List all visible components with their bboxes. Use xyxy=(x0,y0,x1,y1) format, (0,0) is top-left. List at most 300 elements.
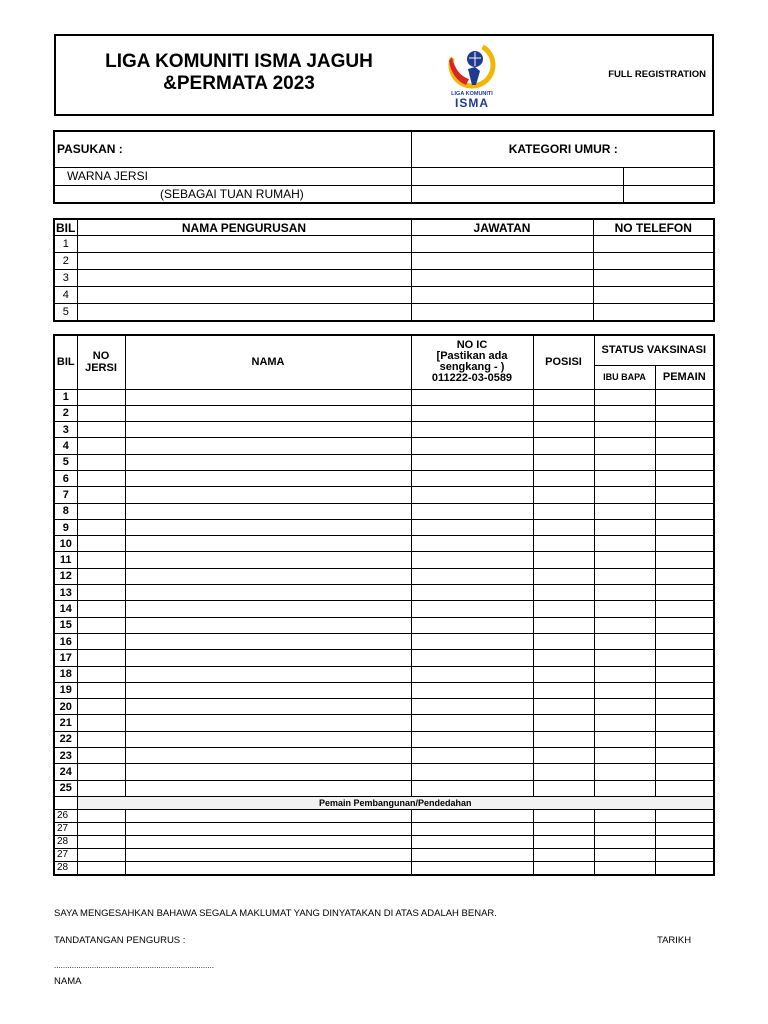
parents-vaccination-cell[interactable] xyxy=(594,666,655,682)
position-cell[interactable] xyxy=(533,568,594,584)
official-row-number: 1 xyxy=(54,236,77,253)
jersey-number-cell[interactable] xyxy=(77,682,125,698)
jersey-number-cell[interactable] xyxy=(77,568,125,584)
player-vaccination-cell[interactable] xyxy=(655,568,714,584)
player-row xyxy=(54,666,714,682)
official-row xyxy=(54,270,714,287)
player-vaccination-cell[interactable] xyxy=(655,487,714,503)
jersey-number-cell[interactable] xyxy=(77,822,125,835)
position-cell[interactable] xyxy=(533,536,594,552)
player-vaccination-cell[interactable] xyxy=(655,470,714,486)
player-row-number: 3 xyxy=(54,422,77,438)
ic-header-line-4: 011222-03-0589 xyxy=(431,372,513,385)
date-label: TARIKH xyxy=(657,935,692,946)
player-row-number: 10 xyxy=(54,536,77,552)
player-row xyxy=(54,601,714,617)
player-row-number: 26 xyxy=(54,809,77,822)
ic-number-cell[interactable] xyxy=(411,438,533,454)
player-row-number: 23 xyxy=(54,748,77,764)
ic-number-cell[interactable] xyxy=(411,422,533,438)
position-cell[interactable] xyxy=(533,731,594,747)
vaccination-status-header: STATUS VAKSINASI xyxy=(594,335,714,365)
player-row xyxy=(54,650,714,666)
ic-number-cell[interactable] xyxy=(411,519,533,535)
parents-vaccination-cell[interactable] xyxy=(594,536,655,552)
position-cell[interactable] xyxy=(533,748,594,764)
ic-number-cell[interactable] xyxy=(411,389,533,405)
player-row xyxy=(54,422,714,438)
player-row xyxy=(54,519,714,535)
ic-number-header xyxy=(411,335,533,389)
player-row-number: 18 xyxy=(54,666,77,682)
position-cell[interactable] xyxy=(533,682,594,698)
parents-vaccination-cell[interactable] xyxy=(594,748,655,764)
ic-number-cell[interactable] xyxy=(411,764,533,780)
jersey-number-cell[interactable] xyxy=(77,470,125,486)
player-row xyxy=(54,715,714,731)
player-name-cell[interactable] xyxy=(125,715,411,731)
position-cell[interactable] xyxy=(533,699,594,715)
position-cell[interactable] xyxy=(533,454,594,470)
signature-line[interactable]: ........................................................................ xyxy=(54,961,215,970)
jersey-number-cell[interactable] xyxy=(77,601,125,617)
ic-number-cell[interactable] xyxy=(411,835,533,848)
position-cell[interactable] xyxy=(533,715,594,731)
player-row-number: 9 xyxy=(54,519,77,535)
player-vaccination-cell[interactable] xyxy=(655,454,714,470)
ic-number-cell[interactable] xyxy=(411,601,533,617)
parents-vaccination-cell[interactable] xyxy=(594,822,655,835)
official-row xyxy=(54,287,714,304)
player-vaccination-cell[interactable] xyxy=(655,699,714,715)
parents-vaccination-cell[interactable] xyxy=(594,585,655,601)
player-row-number: 8 xyxy=(54,503,77,519)
jersey-number-cell[interactable] xyxy=(77,861,125,875)
player-name-cell[interactable] xyxy=(125,519,411,535)
player-name-cell[interactable] xyxy=(125,731,411,747)
player-vaccination-cell[interactable] xyxy=(655,666,714,682)
parents-vaccination-cell[interactable] xyxy=(594,633,655,649)
ic-number-cell[interactable] xyxy=(411,650,533,666)
player-name-cell[interactable] xyxy=(125,764,411,780)
position-cell[interactable] xyxy=(533,822,594,835)
ic-number-cell[interactable] xyxy=(411,861,533,875)
jersey-number-cell[interactable] xyxy=(77,422,125,438)
player-vaccination-cell[interactable] xyxy=(655,617,714,633)
position-cell[interactable] xyxy=(533,861,594,875)
player-vaccination-cell[interactable] xyxy=(655,519,714,535)
officials-phone-header: NO TELEFON xyxy=(593,219,714,236)
player-name-cell[interactable] xyxy=(125,552,411,568)
official-row-number: 2 xyxy=(54,253,77,270)
player-row xyxy=(54,682,714,698)
position-cell[interactable] xyxy=(533,422,594,438)
development-player-row xyxy=(54,822,714,835)
jersey-header-line-1: NO xyxy=(92,350,110,363)
player-name-cell[interactable] xyxy=(125,438,411,454)
position-cell[interactable] xyxy=(533,405,594,421)
ic-number-cell[interactable] xyxy=(411,822,533,835)
player-row-number: 14 xyxy=(54,601,77,617)
player-name-cell[interactable] xyxy=(125,601,411,617)
official-position-cell[interactable] xyxy=(411,304,593,322)
official-name-cell[interactable] xyxy=(77,270,411,287)
parents-vaccination-cell[interactable] xyxy=(594,699,655,715)
player-vaccination-cell[interactable] xyxy=(655,650,714,666)
official-position-cell[interactable] xyxy=(411,253,593,270)
player-row xyxy=(54,503,714,519)
official-row-number: 3 xyxy=(54,270,77,287)
jersey-number-cell[interactable] xyxy=(77,617,125,633)
jersey-number-cell[interactable] xyxy=(77,848,125,861)
player-vaccination-cell[interactable] xyxy=(655,585,714,601)
team-info-table xyxy=(53,130,715,204)
signature-label: TANDATANGAN PENGURUS : xyxy=(54,935,186,946)
official-name-cell[interactable] xyxy=(77,236,411,253)
logo-bottom-text: ISMA xyxy=(455,96,489,110)
player-row-number: 6 xyxy=(54,470,77,486)
parents-vaccination-cell[interactable] xyxy=(594,764,655,780)
player-row-number: 13 xyxy=(54,585,77,601)
age-category-field-2[interactable] xyxy=(623,167,714,185)
parents-vaccination-cell[interactable] xyxy=(594,422,655,438)
player-row-number: 27 xyxy=(54,848,77,861)
parents-vaccination-cell[interactable] xyxy=(594,835,655,848)
player-name-cell[interactable] xyxy=(125,666,411,682)
ic-number-cell[interactable] xyxy=(411,405,533,421)
jersey-number-header xyxy=(77,335,125,389)
official-name-cell[interactable] xyxy=(77,304,411,322)
age-category-field-4[interactable] xyxy=(623,185,714,203)
officials-table xyxy=(53,218,715,322)
ic-number-cell[interactable] xyxy=(411,731,533,747)
official-name-cell[interactable] xyxy=(77,287,411,304)
player-name-cell[interactable] xyxy=(125,454,411,470)
parents-vaccination-cell[interactable] xyxy=(594,568,655,584)
position-cell[interactable] xyxy=(533,389,594,405)
jersey-number-cell[interactable] xyxy=(77,835,125,848)
position-cell[interactable] xyxy=(533,470,594,486)
ic-number-cell[interactable] xyxy=(411,454,533,470)
age-category-label: KATEGORI UMUR : xyxy=(411,131,714,167)
official-position-cell[interactable] xyxy=(411,236,593,253)
position-cell[interactable] xyxy=(533,835,594,848)
ic-number-cell[interactable] xyxy=(411,536,533,552)
parents-vaccination-cell[interactable] xyxy=(594,682,655,698)
parents-vaccination-cell[interactable] xyxy=(594,487,655,503)
player-vaccination-cell[interactable] xyxy=(655,748,714,764)
parents-vaccination-cell[interactable] xyxy=(594,438,655,454)
ic-number-cell[interactable] xyxy=(411,848,533,861)
position-cell[interactable] xyxy=(533,650,594,666)
ic-header-line-3: sengkang - ) xyxy=(439,361,505,374)
parents-vaccination-cell[interactable] xyxy=(594,731,655,747)
player-vaccination-cell[interactable] xyxy=(655,835,714,848)
official-phone-cell[interactable] xyxy=(593,253,714,270)
jersey-number-cell[interactable] xyxy=(77,748,125,764)
parents-vaccination-cell[interactable] xyxy=(594,650,655,666)
player-vaccination-cell[interactable] xyxy=(655,731,714,747)
player-row xyxy=(54,389,714,405)
position-cell[interactable] xyxy=(533,552,594,568)
ic-number-cell[interactable] xyxy=(411,503,533,519)
player-vaccination-cell[interactable] xyxy=(655,503,714,519)
position-cell[interactable] xyxy=(533,519,594,535)
parents-vaccination-cell[interactable] xyxy=(594,617,655,633)
position-cell[interactable] xyxy=(533,666,594,682)
player-row xyxy=(54,438,714,454)
jersey-number-cell[interactable] xyxy=(77,503,125,519)
player-vaccination-cell[interactable] xyxy=(655,764,714,780)
title-line-2: &PERMATA 2023 xyxy=(163,73,315,94)
player-name-cell[interactable] xyxy=(125,405,411,421)
player-row xyxy=(54,568,714,584)
position-cell[interactable] xyxy=(533,617,594,633)
player-row-number: 17 xyxy=(54,650,77,666)
position-cell[interactable] xyxy=(533,809,594,822)
player-row-number: 1 xyxy=(54,389,77,405)
position-cell[interactable] xyxy=(533,780,594,796)
player-row xyxy=(54,764,714,780)
player-name-cell[interactable] xyxy=(125,650,411,666)
player-name-cell[interactable] xyxy=(125,617,411,633)
parents-vaccination-cell[interactable] xyxy=(594,519,655,535)
age-category-field[interactable] xyxy=(411,167,623,185)
player-name-cell[interactable] xyxy=(125,682,411,698)
jersey-number-cell[interactable] xyxy=(77,405,125,421)
player-name-cell[interactable] xyxy=(125,861,411,875)
parents-vaccination-cell[interactable] xyxy=(594,503,655,519)
player-vaccination-cell[interactable] xyxy=(655,715,714,731)
parents-vaccination-cell[interactable] xyxy=(594,809,655,822)
player-row-number: 2 xyxy=(54,405,77,421)
official-phone-cell[interactable] xyxy=(593,270,714,287)
player-row-number: 20 xyxy=(54,699,77,715)
player-vaccination-cell[interactable] xyxy=(655,809,714,822)
player-vaccination-cell[interactable] xyxy=(655,601,714,617)
player-row-number: 4 xyxy=(54,438,77,454)
ic-number-cell[interactable] xyxy=(411,617,533,633)
position-cell[interactable] xyxy=(533,585,594,601)
official-phone-cell[interactable] xyxy=(593,236,714,253)
ic-number-cell[interactable] xyxy=(411,552,533,568)
player-row xyxy=(54,454,714,470)
player-row-number: 5 xyxy=(54,454,77,470)
player-row xyxy=(54,699,714,715)
jersey-number-cell[interactable] xyxy=(77,666,125,682)
player-row xyxy=(54,470,714,486)
jersey-number-cell[interactable] xyxy=(77,438,125,454)
ic-number-cell[interactable] xyxy=(411,715,533,731)
player-row-number: 22 xyxy=(54,731,77,747)
player-vaccination-cell[interactable] xyxy=(655,422,714,438)
logo-top-text: LIGA KOMUNITI xyxy=(451,91,493,97)
ic-header-line-2: [Pastikan ada xyxy=(436,350,508,363)
parents-vaccination-cell[interactable] xyxy=(594,848,655,861)
player-name-cell[interactable] xyxy=(125,487,411,503)
player-vaccination-cell[interactable] xyxy=(655,389,714,405)
jersey-header-line-2: JERSI xyxy=(85,362,117,375)
position-cell[interactable] xyxy=(533,848,594,861)
player-name-cell[interactable] xyxy=(125,848,411,861)
jersey-number-cell[interactable] xyxy=(77,731,125,747)
player-row-number: 25 xyxy=(54,780,77,796)
jersey-number-cell[interactable] xyxy=(77,650,125,666)
form-header xyxy=(54,34,714,116)
official-row-number: 5 xyxy=(54,304,77,322)
parents-vaccination-cell[interactable] xyxy=(594,552,655,568)
jersey-number-cell[interactable] xyxy=(77,809,125,822)
parents-vaccination-cell[interactable] xyxy=(594,601,655,617)
players-bil-header: BIL xyxy=(54,335,77,389)
parents-vaccination-cell[interactable] xyxy=(594,389,655,405)
parents-vaccination-cell[interactable] xyxy=(594,405,655,421)
ic-number-cell[interactable] xyxy=(411,809,533,822)
name-label: NAMA xyxy=(54,976,82,987)
parents-vaccination-cell[interactable] xyxy=(594,861,655,875)
ic-number-cell[interactable] xyxy=(411,633,533,649)
official-phone-cell[interactable] xyxy=(593,287,714,304)
position-cell[interactable] xyxy=(533,487,594,503)
player-name-cell[interactable] xyxy=(125,536,411,552)
player-row-number: 11 xyxy=(54,552,77,568)
player-name-cell[interactable] xyxy=(125,748,411,764)
player-row-number: 19 xyxy=(54,682,77,698)
jersey-number-cell[interactable] xyxy=(77,699,125,715)
title-line-1: LIGA KOMUNITI ISMA JAGUH xyxy=(105,51,373,72)
parents-vaccination-cell[interactable] xyxy=(594,780,655,796)
isma-logo-icon xyxy=(442,39,502,111)
official-row xyxy=(54,253,714,270)
player-row-number: 15 xyxy=(54,617,77,633)
player-name-cell[interactable] xyxy=(125,835,411,848)
player-vaccination-cell[interactable] xyxy=(655,438,714,454)
player-name-cell[interactable] xyxy=(125,389,411,405)
player-name-header: NAMA xyxy=(125,335,411,389)
development-blank-cell xyxy=(54,796,77,809)
player-vaccination-cell[interactable] xyxy=(655,633,714,649)
parents-vaccination-header: IBU BAPA xyxy=(594,365,655,389)
development-player-row xyxy=(54,848,714,861)
jersey-number-cell[interactable] xyxy=(77,585,125,601)
parents-vaccination-cell[interactable] xyxy=(594,454,655,470)
player-row xyxy=(54,748,714,764)
player-vaccination-cell[interactable] xyxy=(655,861,714,875)
ic-header-line-1: NO IC xyxy=(456,339,488,352)
player-name-cell[interactable] xyxy=(125,780,411,796)
player-name-cell[interactable] xyxy=(125,568,411,584)
player-row xyxy=(54,633,714,649)
home-team-label: (SEBAGAI TUAN RUMAH) xyxy=(54,185,411,203)
jersey-number-cell[interactable] xyxy=(77,715,125,731)
position-cell[interactable] xyxy=(533,438,594,454)
ic-number-cell[interactable] xyxy=(411,748,533,764)
player-name-cell[interactable] xyxy=(125,699,411,715)
development-player-row xyxy=(54,861,714,875)
jersey-number-cell[interactable] xyxy=(77,633,125,649)
official-row xyxy=(54,304,714,322)
player-vaccination-cell[interactable] xyxy=(655,848,714,861)
player-name-cell[interactable] xyxy=(125,470,411,486)
jersey-number-cell[interactable] xyxy=(77,552,125,568)
position-cell[interactable] xyxy=(533,633,594,649)
ic-number-cell[interactable] xyxy=(411,666,533,682)
jersey-number-cell[interactable] xyxy=(77,389,125,405)
ic-number-cell[interactable] xyxy=(411,568,533,584)
ic-number-cell[interactable] xyxy=(411,470,533,486)
development-player-row xyxy=(54,809,714,822)
jersey-number-cell[interactable] xyxy=(77,519,125,535)
jersey-number-cell[interactable] xyxy=(77,487,125,503)
ic-number-cell[interactable] xyxy=(411,699,533,715)
official-row xyxy=(54,236,714,253)
development-players-label: Pemain Pembangunan/Pendedahan xyxy=(77,796,714,809)
position-header: POSISI xyxy=(533,335,594,389)
ic-number-cell[interactable] xyxy=(411,585,533,601)
jersey-color-label: WARNA JERSI xyxy=(54,167,411,185)
position-cell[interactable] xyxy=(533,764,594,780)
officials-position-header: JAWATAN xyxy=(411,219,593,236)
declaration-text: SAYA MENGESAHKAN BAHAWA SEGALA MAKLUMAT YANG DINYATAKAN DI ATAS ADALAH BENAR. xyxy=(54,908,497,919)
age-category-field-3[interactable] xyxy=(411,185,623,203)
player-vaccination-cell[interactable] xyxy=(655,536,714,552)
player-row xyxy=(54,780,714,796)
official-name-cell[interactable] xyxy=(77,253,411,270)
officials-bil-header: BIL xyxy=(56,220,76,235)
player-vaccination-cell[interactable] xyxy=(655,682,714,698)
player-row xyxy=(54,731,714,747)
player-row xyxy=(54,536,714,552)
player-row-number: 16 xyxy=(54,633,77,649)
player-row-number: 24 xyxy=(54,764,77,780)
official-row-number: 4 xyxy=(54,287,77,304)
official-position-cell[interactable] xyxy=(411,287,593,304)
development-player-row xyxy=(54,835,714,848)
position-cell[interactable] xyxy=(533,503,594,519)
player-row-number: 27 xyxy=(54,822,77,835)
player-name-cell[interactable] xyxy=(125,633,411,649)
player-row xyxy=(54,552,714,568)
parents-vaccination-cell[interactable] xyxy=(594,470,655,486)
ic-number-cell[interactable] xyxy=(411,780,533,796)
position-cell[interactable] xyxy=(533,601,594,617)
player-name-cell[interactable] xyxy=(125,822,411,835)
official-phone-cell[interactable] xyxy=(593,304,714,322)
registration-type: FULL REGISTRATION xyxy=(608,69,706,80)
player-vaccination-cell[interactable] xyxy=(655,552,714,568)
jersey-number-cell[interactable] xyxy=(77,454,125,470)
player-vaccination-cell[interactable] xyxy=(655,405,714,421)
player-row xyxy=(54,585,714,601)
jersey-number-cell[interactable] xyxy=(77,780,125,796)
player-name-cell[interactable] xyxy=(125,585,411,601)
player-name-cell[interactable] xyxy=(125,809,411,822)
form-title xyxy=(74,51,404,95)
player-vaccination-cell[interactable] xyxy=(655,822,714,835)
ic-number-cell[interactable] xyxy=(411,682,533,698)
jersey-number-cell[interactable] xyxy=(77,764,125,780)
player-vaccination-header: PEMAIN xyxy=(655,365,714,389)
player-name-cell[interactable] xyxy=(125,422,411,438)
parents-vaccination-cell[interactable] xyxy=(594,715,655,731)
player-name-cell[interactable] xyxy=(125,503,411,519)
jersey-number-cell[interactable] xyxy=(77,536,125,552)
player-vaccination-cell[interactable] xyxy=(655,780,714,796)
player-row-number: 28 xyxy=(54,861,77,875)
official-position-cell[interactable] xyxy=(411,270,593,287)
ic-number-cell[interactable] xyxy=(411,487,533,503)
isma-logo xyxy=(442,39,502,111)
